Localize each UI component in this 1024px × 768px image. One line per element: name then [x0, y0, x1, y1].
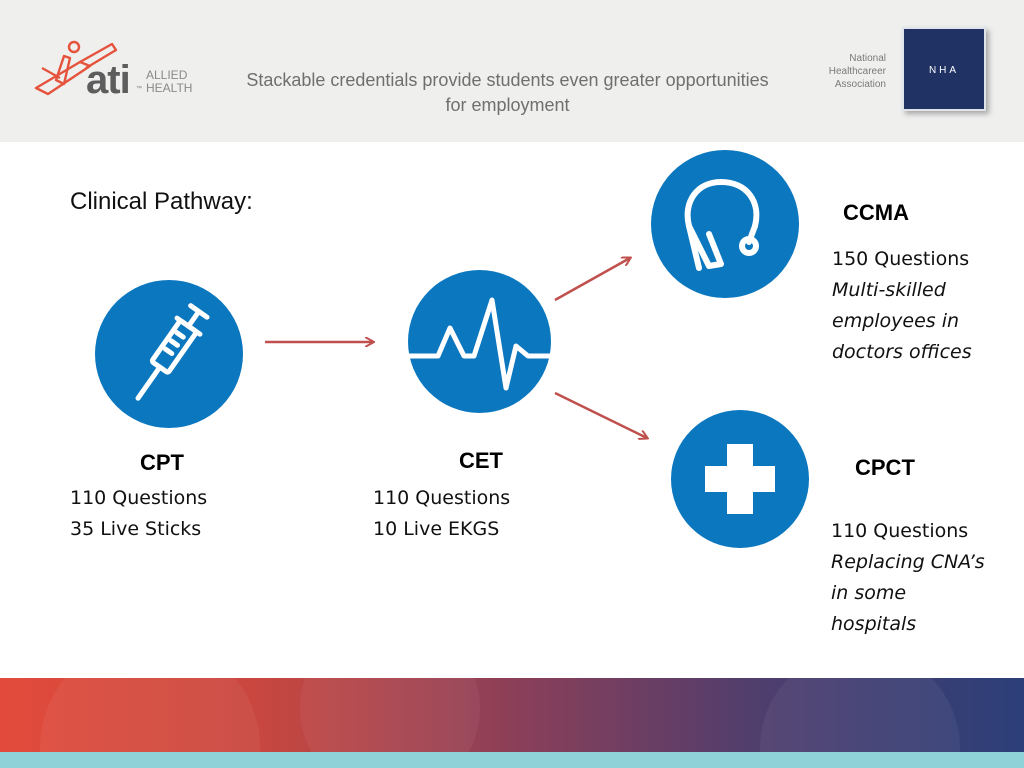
- cpt-icon-circle: [95, 280, 243, 428]
- ccma-italic-1: Multi-skilled: [832, 279, 946, 301]
- cpt-details: [70, 483, 207, 545]
- ati-trademark: ™: [136, 86, 142, 92]
- nha-name: [820, 52, 886, 91]
- ccma-line-1: 150 Questions: [832, 248, 970, 270]
- ccma-italic-2: employees in: [832, 310, 960, 332]
- cpct-italic-2: in some: [831, 582, 907, 604]
- cpt-line-1: 110 Questions: [70, 487, 208, 509]
- stethoscope-icon: [651, 150, 799, 298]
- cpct-details: [831, 516, 985, 640]
- ati-sub-allied: ALLIED: [146, 68, 188, 82]
- ati-logo-word: ati: [86, 58, 130, 102]
- nha-logo: NHA: [902, 27, 986, 111]
- section-title: Clinical Pathway:: [70, 188, 253, 215]
- medical-cross-icon: [671, 410, 809, 548]
- ccma-details: [832, 244, 972, 368]
- cet-line-2: 10 Live EKGS: [373, 518, 500, 540]
- cpt-title: CPT: [140, 450, 184, 475]
- footer-gradient-band: [0, 678, 1024, 752]
- nha-name-line-1: National: [849, 53, 886, 64]
- cet-title: CET: [459, 448, 503, 473]
- cet-icon-circle: [408, 270, 551, 413]
- header-bar: [0, 0, 1024, 142]
- ccma-italic-3: doctors offices: [832, 341, 972, 363]
- syringe-icon: [95, 280, 243, 428]
- arrow-cet-to-cpct: [555, 393, 647, 438]
- nha-name-line-2: Healthcareer: [828, 66, 886, 77]
- cpct-line-1: 110 Questions: [831, 520, 969, 542]
- nha-name-line-3: Association: [834, 79, 886, 90]
- footer-decoration: [300, 678, 480, 752]
- ccma-title: CCMA: [843, 200, 909, 225]
- cet-details: [373, 483, 510, 545]
- cpct-icon-circle: [671, 410, 809, 548]
- arrow-cet-to-ccma: [555, 258, 630, 300]
- cpct-italic-1: Replacing CNA’s: [831, 551, 985, 573]
- ccma-icon-circle: [651, 150, 799, 298]
- slide-title: Stackable credentials provide students even greater opportunities for employment: [246, 70, 769, 115]
- footer-decoration: [760, 678, 960, 752]
- cpct-italic-3: hospitals: [831, 613, 917, 635]
- cpt-line-2: 35 Live Sticks: [70, 518, 202, 540]
- ati-logo-subtitle: [146, 69, 206, 95]
- footer-decoration: [40, 678, 260, 752]
- cet-line-1: 110 Questions: [373, 487, 511, 509]
- ekg-heartbeat-icon: [408, 270, 551, 413]
- cpct-title: CPCT: [855, 455, 915, 480]
- ati-sub-health: HEALTH: [146, 81, 193, 95]
- footer-teal-strip: [0, 752, 1024, 768]
